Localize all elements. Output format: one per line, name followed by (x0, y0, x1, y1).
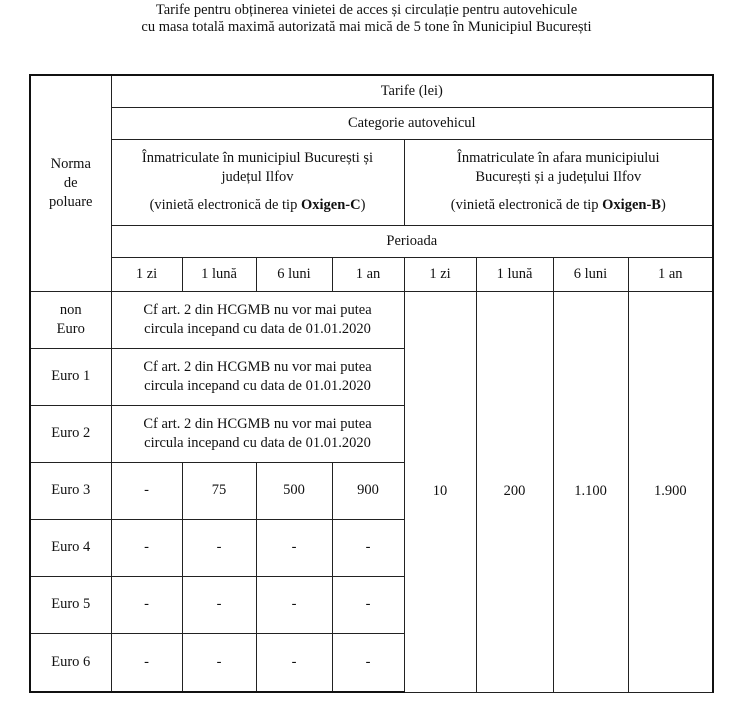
value-euro-4-1-zi: - (111, 519, 182, 576)
note-non-euro (111, 291, 404, 348)
value-euro-4-6-luni: - (256, 519, 332, 576)
value-euro-3-1-zi: - (111, 462, 182, 519)
vinieta-prefix: (vinietă electronică de tip (450, 197, 603, 213)
norma-line-1: Norma (50, 155, 91, 172)
value-euro-5-1-luna: - (182, 576, 256, 633)
perioada-header: Perioada (111, 225, 713, 257)
period-b-1-luna: 1 lună (476, 257, 553, 291)
value-euro-4-1-luna: - (182, 519, 256, 576)
period-c-1-an: 1 an (332, 257, 404, 291)
group-c-vinieta (116, 196, 400, 215)
row-label-euro-2: Euro 2 (30, 405, 111, 462)
norma-line-2: de (63, 174, 78, 191)
norma-line-3: poluare (49, 193, 93, 210)
value-b-1-an: 1.900 (628, 291, 713, 692)
note-line-1: Cf art. 2 din HCGMB nu vor mai putea (143, 301, 372, 318)
note-euro-1 (111, 348, 404, 405)
group-oxigen-c-header (111, 139, 404, 225)
group-c-line-1: Înmatriculate în municipiul București și (141, 150, 374, 166)
group-oxigen-b-header (404, 139, 713, 225)
norma-poluare-header (30, 75, 111, 291)
value-euro-6-1-luna: - (182, 633, 256, 692)
value-euro-5-6-luni: - (256, 576, 332, 633)
value-b-1-zi: 10 (404, 291, 476, 692)
value-euro-6-6-luni: - (256, 633, 332, 692)
vinieta-prefix: (vinietă electronică de tip (149, 197, 301, 213)
group-b-vinieta (409, 196, 709, 215)
note-euro-2 (111, 405, 404, 462)
row-label-euro-5: Euro 5 (30, 576, 111, 633)
tarife-header: Tarife (lei) (111, 75, 713, 107)
value-euro-6-1-zi: - (111, 633, 182, 692)
categorie-header: Categorie autovehicul (111, 107, 713, 139)
row-label-euro-6: Euro 6 (30, 633, 111, 692)
note-line-2: circula incepand cu data de 01.01.2020 (144, 377, 371, 394)
document-title (0, 2, 733, 36)
value-euro-3-1-luna: 75 (182, 462, 256, 519)
title-line-1: Tarife pentru obținerea vinietei de acces și circulație pentru autovehicule (155, 2, 578, 18)
row-label-euro-4: Euro 4 (30, 519, 111, 576)
value-euro-4-1-an: - (332, 519, 404, 576)
period-b-1-an: 1 an (628, 257, 713, 291)
row-label-euro-3: Euro 3 (30, 462, 111, 519)
tariff-table (29, 74, 714, 693)
group-c-line-2: județul Ilfov (221, 169, 294, 185)
note-line-2: circula incepand cu data de 01.01.2020 (144, 320, 371, 337)
value-b-6-luni: 1.100 (553, 291, 628, 692)
value-euro-3-1-an: 900 (332, 462, 404, 519)
period-c-6-luni: 6 luni (256, 257, 332, 291)
value-euro-3-6-luni: 500 (256, 462, 332, 519)
label-line-1: non (59, 301, 82, 318)
group-b-line-1: Înmatriculate în afara municipiului (457, 150, 660, 166)
group-b-line-2: București și a județului Ilfov (475, 169, 642, 185)
period-b-6-luni: 6 luni (553, 257, 628, 291)
value-euro-5-1-an: - (332, 576, 404, 633)
row-label-non-euro (30, 291, 111, 348)
vinieta-suffix: ) (660, 197, 666, 213)
note-line-1: Cf art. 2 din HCGMB nu vor mai putea (143, 358, 372, 375)
period-c-1-luna: 1 lună (182, 257, 256, 291)
value-b-1-luna: 200 (476, 291, 553, 692)
note-line-2: circula incepand cu data de 01.01.2020 (144, 434, 371, 451)
row-label-euro-1: Euro 1 (30, 348, 111, 405)
title-line-2: cu masa totală maximă autorizată mai mică de 5 tone în Municipiul București (141, 19, 592, 35)
vinieta-suffix: ) (360, 197, 366, 213)
vinieta-type: Oxigen-B (602, 197, 661, 213)
period-c-1-zi: 1 zi (111, 257, 182, 291)
period-b-1-zi: 1 zi (404, 257, 476, 291)
label-line-2: Euro (56, 320, 85, 337)
value-euro-6-1-an: - (332, 633, 404, 692)
vinieta-type: Oxigen-C (300, 197, 361, 213)
value-euro-5-1-zi: - (111, 576, 182, 633)
note-line-1: Cf art. 2 din HCGMB nu vor mai putea (143, 415, 372, 432)
